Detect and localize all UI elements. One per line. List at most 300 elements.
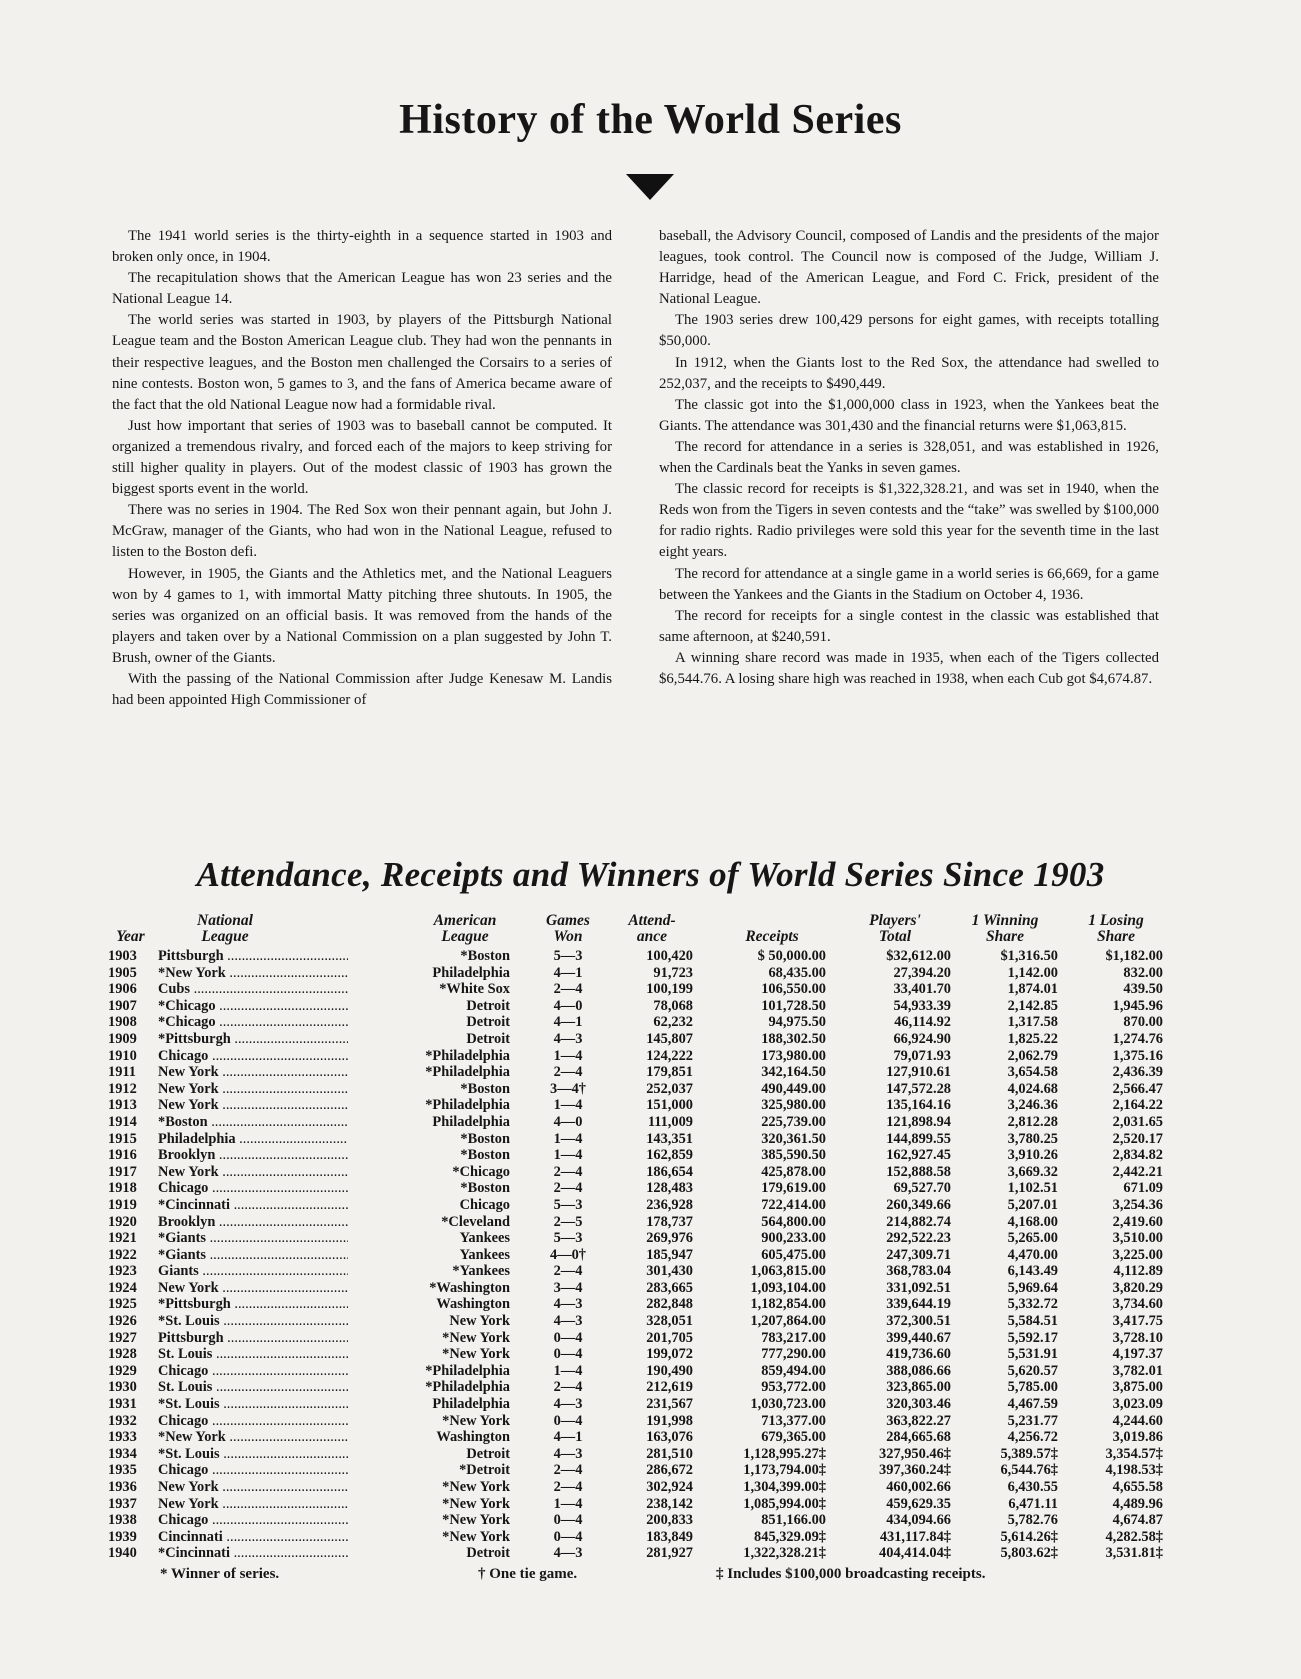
cell-players-total: 419,736.60 bbox=[886, 1346, 951, 1363]
cell-year: 1940 bbox=[108, 1545, 137, 1562]
cell-games-won: 1—4 bbox=[553, 1047, 583, 1064]
cell-attendance: 281,510 bbox=[646, 1445, 693, 1462]
cell-winning-share: 5,584.51 bbox=[1007, 1313, 1058, 1330]
cell-receipts: 1,030,723.00 bbox=[750, 1396, 826, 1413]
cell-players-total: 247,309.71 bbox=[886, 1246, 951, 1263]
cell-american-league: *Philadelphia bbox=[348, 1379, 510, 1396]
cell-american-league: Philadelphia bbox=[348, 965, 510, 982]
cell-attendance: 281,927 bbox=[646, 1545, 693, 1562]
table-row bbox=[108, 1529, 1188, 1546]
cell-games-won: 4—3 bbox=[553, 1396, 583, 1413]
header-line: American bbox=[433, 912, 497, 929]
cell-losing-share: 3,254.36 bbox=[1112, 1196, 1163, 1213]
cell-losing-share: 3,417.75 bbox=[1112, 1313, 1163, 1330]
cell-american-league: *Philadelphia bbox=[348, 1363, 510, 1380]
cell-losing-share: 3,510.00 bbox=[1112, 1230, 1163, 1247]
cell-american-league: Detroit bbox=[348, 998, 510, 1015]
cell-year: 1903 bbox=[108, 948, 137, 964]
table-row bbox=[108, 1296, 1188, 1313]
cell-winning-share: 6,544.76‡ bbox=[1000, 1462, 1058, 1479]
table-row bbox=[108, 1147, 1188, 1164]
cell-games-won: 1—4 bbox=[553, 1362, 583, 1379]
cell-national-league: Cubs ..... bbox=[158, 981, 388, 998]
cell-receipts: 845,329.09‡ bbox=[754, 1528, 826, 1545]
cell-receipts: 851,166.00 bbox=[761, 1512, 826, 1529]
cell-attendance: 179,851 bbox=[646, 1064, 693, 1081]
cell-year: 1918 bbox=[108, 1180, 137, 1197]
cell-national-league: *New York ..... bbox=[158, 965, 388, 982]
cell-year: 1933 bbox=[108, 1429, 137, 1446]
cell-losing-share: 3,023.09 bbox=[1112, 1396, 1163, 1413]
cell-national-league: *St. Louis ..... bbox=[158, 1446, 388, 1463]
table-row bbox=[108, 1479, 1188, 1496]
article-paragraph: With the passing of the National Commission after Judge Kenesaw M. Landis had been appointed High Commissioner of bbox=[112, 670, 612, 709]
table-row bbox=[108, 1064, 1188, 1081]
cell-winning-share: 3,780.25 bbox=[1007, 1130, 1058, 1147]
cell-receipts: 325,980.00 bbox=[761, 1097, 826, 1114]
cell-american-league: Detroit bbox=[348, 1545, 510, 1562]
cell-american-league: *New York bbox=[348, 1529, 510, 1546]
cell-players-total: 79,071.93 bbox=[893, 1047, 951, 1064]
cell-games-won: 2—4 bbox=[553, 1263, 583, 1280]
header-line: Total bbox=[878, 928, 912, 945]
cell-attendance: 163,076 bbox=[646, 1429, 693, 1446]
cell-games-won: 0—4 bbox=[553, 1512, 583, 1529]
cell-attendance: 236,928 bbox=[646, 1196, 693, 1213]
cell-losing-share: 2,164.22 bbox=[1112, 1097, 1163, 1114]
cell-year: 1919 bbox=[108, 1196, 137, 1213]
cell-national-league: New York ..... bbox=[158, 1164, 388, 1181]
cell-national-league: New York ..... bbox=[158, 1064, 388, 1081]
cell-american-league: *Philadelphia bbox=[348, 1097, 510, 1114]
cell-attendance: 328,051 bbox=[646, 1313, 693, 1330]
cell-winning-share: 1,102.51 bbox=[1007, 1180, 1058, 1197]
cell-players-total: 27,394.20 bbox=[893, 964, 951, 981]
cell-year: 1926 bbox=[108, 1313, 137, 1330]
cell-american-league: *Boston bbox=[348, 948, 510, 965]
cell-losing-share: 3,728.10 bbox=[1112, 1329, 1163, 1346]
cell-attendance: 128,483 bbox=[646, 1180, 693, 1197]
cell-american-league: *New York bbox=[348, 1346, 510, 1363]
cell-receipts: 1,173,794.00‡ bbox=[743, 1462, 826, 1479]
cell-players-total: 127,910.61 bbox=[886, 1064, 951, 1081]
cell-players-total: 260,349.66 bbox=[886, 1196, 951, 1213]
cell-american-league: *New York bbox=[348, 1496, 510, 1513]
cell-receipts: 490,449.00 bbox=[761, 1080, 826, 1097]
cell-attendance: 100,420 bbox=[646, 948, 693, 964]
cell-year: 1938 bbox=[108, 1512, 137, 1529]
cell-losing-share: 1,945.96 bbox=[1112, 997, 1163, 1014]
header-line: League bbox=[441, 928, 489, 945]
cell-national-league: New York ..... bbox=[158, 1081, 388, 1098]
cell-national-league: *Cincinnati ..... bbox=[158, 1197, 388, 1214]
cell-american-league: Yankees bbox=[348, 1247, 510, 1264]
cell-receipts: 605,475.00 bbox=[761, 1246, 826, 1263]
cell-losing-share: 4,198.53‡ bbox=[1105, 1462, 1163, 1479]
cell-players-total: 214,882.74 bbox=[886, 1213, 951, 1230]
header-line: ance bbox=[636, 928, 668, 945]
header-line: Share bbox=[1097, 928, 1135, 945]
cell-games-won: 4—3 bbox=[553, 1296, 583, 1313]
cell-games-won: 1—4 bbox=[553, 1147, 583, 1164]
table-title: Attendance, Receipts and Winners of World Series Since 1903 bbox=[196, 855, 1105, 894]
article-paragraph: There was no series in 1904. The Red Sox won their pennant again, but John J. McGraw, manager of the Giants, who had won in the National League, refused to listen to the Boston defi. bbox=[112, 502, 612, 561]
table-row bbox=[108, 1396, 1188, 1413]
table-row bbox=[108, 1230, 1188, 1247]
cell-year: 1917 bbox=[108, 1163, 137, 1180]
cell-national-league: St. Louis ..... bbox=[158, 1346, 388, 1363]
cell-players-total: 431,117.84‡ bbox=[879, 1528, 951, 1545]
cell-winning-share: 5,332.72 bbox=[1007, 1296, 1058, 1313]
cell-american-league: *White Sox bbox=[348, 981, 510, 998]
cell-american-league: *New York bbox=[348, 1479, 510, 1496]
cell-american-league: *Philadelphia bbox=[348, 1048, 510, 1065]
cell-national-league: Giants ..... bbox=[158, 1263, 388, 1280]
cell-players-total: 69,527.70 bbox=[893, 1180, 951, 1197]
cell-losing-share: 4,112.89 bbox=[1113, 1263, 1163, 1280]
table-row bbox=[108, 1346, 1188, 1363]
cell-year: 1929 bbox=[108, 1362, 137, 1379]
cell-players-total: 404,414.04‡ bbox=[879, 1545, 951, 1562]
table-row bbox=[108, 965, 1188, 982]
cell-receipts: 1,128,995.27‡ bbox=[743, 1445, 826, 1462]
cell-receipts: 385,590.50 bbox=[761, 1147, 826, 1164]
cell-losing-share: 2,419.60 bbox=[1112, 1213, 1163, 1230]
cell-games-won: 0—4 bbox=[553, 1528, 583, 1545]
cell-players-total: 54,933.39 bbox=[893, 997, 951, 1014]
cell-receipts: $ 50,000.00 bbox=[757, 948, 826, 964]
cell-winning-share: 5,389.57‡ bbox=[1000, 1445, 1058, 1462]
cell-receipts: 425,878.00 bbox=[761, 1163, 826, 1180]
cell-players-total: 372,300.51 bbox=[886, 1313, 951, 1330]
cell-attendance: 124,222 bbox=[646, 1047, 693, 1064]
cell-attendance: 190,490 bbox=[646, 1362, 693, 1379]
cell-national-league: Chicago ..... bbox=[158, 1363, 388, 1380]
table-row bbox=[108, 1247, 1188, 1264]
cell-winning-share: 4,467.59 bbox=[1007, 1396, 1058, 1413]
table-row bbox=[108, 1280, 1188, 1297]
cell-year: 1913 bbox=[108, 1097, 137, 1114]
cell-attendance: 252,037 bbox=[646, 1080, 693, 1097]
cell-attendance: 78,068 bbox=[653, 997, 693, 1014]
header-line: League bbox=[201, 928, 249, 945]
cell-receipts: 900,233.00 bbox=[761, 1230, 826, 1247]
header-line: Won bbox=[553, 928, 583, 945]
cell-games-won: 4—3 bbox=[553, 1545, 583, 1562]
cell-year: 1905 bbox=[108, 964, 137, 981]
cell-winning-share: 3,910.26 bbox=[1007, 1147, 1058, 1164]
cell-year: 1908 bbox=[108, 1014, 137, 1031]
cell-receipts: 320,361.50 bbox=[761, 1130, 826, 1147]
cell-american-league: Detroit bbox=[348, 1031, 510, 1048]
cell-year: 1912 bbox=[108, 1080, 137, 1097]
cell-receipts: 173,980.00 bbox=[761, 1047, 826, 1064]
cell-receipts: 94,975.50 bbox=[768, 1014, 826, 1031]
cell-winning-share: 1,874.01 bbox=[1007, 981, 1058, 998]
cell-receipts: 188,302.50 bbox=[761, 1030, 826, 1047]
cell-losing-share: 3,782.01 bbox=[1112, 1362, 1163, 1379]
cell-american-league: Detroit bbox=[348, 1014, 510, 1031]
header-line: Share bbox=[986, 928, 1024, 945]
cell-attendance: 143,351 bbox=[646, 1130, 693, 1147]
table-row bbox=[108, 1512, 1188, 1529]
cell-attendance: 191,998 bbox=[646, 1412, 693, 1429]
cell-players-total: 459,629.35 bbox=[886, 1495, 951, 1512]
article-paragraph: The 1941 world series is the thirty-eighth in a sequence started in 1903 and broken only once, in 1904. bbox=[112, 228, 612, 266]
cell-attendance: 302,924 bbox=[646, 1479, 693, 1495]
cell-year: 1937 bbox=[108, 1495, 137, 1512]
cell-losing-share: 4,244.60 bbox=[1112, 1412, 1163, 1429]
cell-american-league: Yankees bbox=[348, 1230, 510, 1247]
cell-losing-share: 2,566.47 bbox=[1112, 1080, 1163, 1097]
cell-games-won: 2—4 bbox=[553, 1379, 583, 1396]
cell-winning-share: 1,317.58 bbox=[1007, 1014, 1058, 1031]
cell-games-won: 2—5 bbox=[553, 1213, 583, 1230]
cell-american-league: Washington bbox=[348, 1429, 510, 1446]
cell-games-won: 5—3 bbox=[553, 1196, 583, 1213]
cell-winning-share: 5,803.62‡ bbox=[1000, 1545, 1058, 1562]
table-row bbox=[108, 1429, 1188, 1446]
cell-receipts: 777,290.00 bbox=[761, 1346, 826, 1363]
table-row bbox=[108, 1031, 1188, 1048]
cell-players-total: 399,440.67 bbox=[886, 1329, 951, 1346]
cell-year: 1934 bbox=[108, 1445, 137, 1462]
cell-winning-share: 6,471.11 bbox=[1008, 1495, 1058, 1512]
cell-games-won: 2—4 bbox=[553, 1462, 583, 1479]
cell-attendance: 200,833 bbox=[646, 1512, 693, 1529]
cell-losing-share: 2,442.21 bbox=[1112, 1163, 1163, 1180]
cell-national-league: *Giants ..... bbox=[158, 1247, 388, 1264]
cell-games-won: 4—0† bbox=[550, 1246, 586, 1263]
cell-year: 1925 bbox=[108, 1296, 137, 1313]
cell-attendance: 178,737 bbox=[646, 1213, 693, 1230]
cell-games-won: 4—3 bbox=[553, 1445, 583, 1462]
cell-american-league: *Boston bbox=[348, 1131, 510, 1148]
cell-players-total: 323,865.00 bbox=[886, 1379, 951, 1396]
cell-attendance: 269,976 bbox=[646, 1230, 693, 1247]
cell-national-league: *Pittsburgh ..... bbox=[158, 1031, 388, 1048]
cell-games-won: 4—1 bbox=[553, 1014, 583, 1031]
cell-winning-share: 5,620.57 bbox=[1007, 1362, 1058, 1379]
cell-losing-share: $1,182.00 bbox=[1105, 948, 1163, 964]
cell-winning-share: 4,168.00 bbox=[1007, 1213, 1058, 1230]
cell-games-won: 5—3 bbox=[553, 1230, 583, 1247]
cell-games-won: 2—4 bbox=[553, 981, 583, 998]
cell-players-total: 162,927.45 bbox=[886, 1147, 951, 1164]
article-paragraph: However, in 1905, the Giants and the Athletics met, and the National Leaguers won by 4 games to 1, with immortal Matty pitching three shutouts. In 1905, the series was organized on an official basis. It was removed from the hands of the players and taken over by a National Commission on a plan suggested by John T. Brush, owner of the Giants. bbox=[112, 565, 612, 666]
cell-year: 1931 bbox=[108, 1396, 137, 1413]
header-line: Players' bbox=[869, 912, 921, 929]
cell-national-league: Chicago ..... bbox=[158, 1180, 388, 1197]
cell-losing-share: 3,734.60 bbox=[1112, 1296, 1163, 1313]
cell-national-league: Chicago ..... bbox=[158, 1048, 388, 1065]
article-paragraph: Just how important that series of 1903 was to baseball cannot be computed. It organized a tremendous rivalry, and forced each of the majors to keep striving for still higher quality in players. Out of the modest classic of 1903 has grown the biggest sports event in the world. bbox=[112, 417, 612, 498]
cell-winning-share: 5,782.76 bbox=[1007, 1512, 1058, 1529]
cell-national-league: *Pittsburgh ..... bbox=[158, 1296, 388, 1313]
cell-american-league: *Boston bbox=[348, 1180, 510, 1197]
footnote-tie: † One tie game. bbox=[478, 1566, 578, 1582]
cell-year: 1911 bbox=[108, 1064, 136, 1081]
article-paragraph: The world series was started in 1903, by players of the Pittsburgh National League team and the Boston American League club. They had won the pennants in their respective leagues, and the Boston men challenged the Corsairs to a series of nine contests. Boston won, 5 games to 3, and the fans of America became aware of the fact that the old National League now had a formidable rival. bbox=[112, 312, 612, 413]
cell-receipts: 106,550.00 bbox=[761, 981, 826, 998]
table-row bbox=[108, 981, 1188, 998]
cell-winning-share: 6,143.49 bbox=[1007, 1263, 1058, 1280]
cell-national-league: New York ..... bbox=[158, 1496, 388, 1513]
cell-receipts: 1,304,399.00‡ bbox=[743, 1479, 826, 1495]
cell-year: 1927 bbox=[108, 1329, 137, 1346]
article-paragraph: The record for attendance at a single game in a world series is 66,669, for a game between the Yankees and the Giants in the Stadium on October 4, 1936. bbox=[659, 565, 1159, 603]
cell-winning-share: 4,024.68 bbox=[1007, 1080, 1058, 1097]
article-paragraph: baseball, the Advisory Council, composed of Landis and the presidents of the major leagues, took control. The Council now is composed of the Judge, William J. Harridge, head of the American League, and Ford C. Frick, president of the National League. bbox=[659, 228, 1159, 308]
cell-year: 1910 bbox=[108, 1047, 137, 1064]
cell-players-total: 363,822.27 bbox=[886, 1412, 951, 1429]
cell-players-total: 397,360.24‡ bbox=[879, 1462, 951, 1479]
cell-games-won: 0—4 bbox=[553, 1346, 583, 1363]
cell-winning-share: 2,812.28 bbox=[1007, 1113, 1058, 1130]
cell-national-league: *Giants ..... bbox=[158, 1230, 388, 1247]
cell-national-league: Chicago ..... bbox=[158, 1512, 388, 1529]
cell-year: 1922 bbox=[108, 1246, 137, 1263]
cell-losing-share: 4,282.58‡ bbox=[1105, 1528, 1163, 1545]
header-line: National bbox=[197, 912, 253, 929]
cell-american-league: *Chicago bbox=[348, 1164, 510, 1181]
cell-national-league: Cincinnati ..... bbox=[158, 1529, 388, 1546]
table-row bbox=[108, 1164, 1188, 1181]
cell-receipts: 679,365.00 bbox=[761, 1429, 826, 1446]
table-row bbox=[108, 1462, 1188, 1479]
cell-games-won: 4—1 bbox=[553, 1429, 583, 1446]
cell-year: 1916 bbox=[108, 1147, 137, 1164]
cell-year: 1930 bbox=[108, 1379, 137, 1396]
cell-games-won: 5—3 bbox=[553, 948, 583, 964]
cell-players-total: 339,644.19 bbox=[886, 1296, 951, 1313]
cell-winning-share: 5,207.01 bbox=[1007, 1196, 1058, 1213]
cell-losing-share: 832.00 bbox=[1123, 964, 1163, 981]
cell-year: 1921 bbox=[108, 1230, 137, 1247]
cell-attendance: 286,672 bbox=[646, 1462, 693, 1479]
table-row bbox=[108, 1014, 1188, 1031]
cell-national-league: *Chicago ..... bbox=[158, 1014, 388, 1031]
cell-winning-share: 3,246.36 bbox=[1007, 1097, 1058, 1114]
cell-players-total: 121,898.94 bbox=[886, 1113, 951, 1130]
cell-losing-share: 2,436.39 bbox=[1112, 1064, 1163, 1081]
cell-national-league: New York ..... bbox=[158, 1280, 388, 1297]
cell-winning-share: 5,785.00 bbox=[1007, 1379, 1058, 1396]
table-row bbox=[108, 948, 1188, 965]
cell-winning-share: 3,669.32 bbox=[1007, 1163, 1058, 1180]
cell-receipts: 179,619.00 bbox=[761, 1180, 826, 1197]
table-row bbox=[108, 1131, 1188, 1148]
cell-winning-share: 5,969.64 bbox=[1007, 1279, 1058, 1296]
cell-national-league: Brooklyn ..... bbox=[158, 1147, 388, 1164]
article-paragraph: The classic got into the $1,000,000 class in 1923, when the Yankees beat the Giants. The attendance was 301,430 and the financial returns were $1,063,815. bbox=[659, 396, 1159, 434]
cell-attendance: 183,849 bbox=[646, 1528, 693, 1545]
cell-games-won: 2—4 bbox=[553, 1163, 583, 1180]
cell-year: 1920 bbox=[108, 1213, 137, 1230]
cell-games-won: 3—4† bbox=[550, 1080, 586, 1097]
header-year: Year bbox=[116, 928, 145, 945]
cell-losing-share: 3,531.81‡ bbox=[1105, 1545, 1163, 1562]
table-row bbox=[108, 1214, 1188, 1231]
cell-players-total: 33,401.70 bbox=[893, 981, 951, 998]
cell-games-won: 4—0 bbox=[553, 997, 583, 1014]
header-winning-share bbox=[955, 913, 1055, 945]
cell-attendance: 283,665 bbox=[646, 1279, 693, 1296]
cell-receipts: 713,377.00 bbox=[761, 1412, 826, 1429]
header-receipts: Receipts bbox=[745, 928, 799, 945]
cell-receipts: 1,085,994.00‡ bbox=[743, 1495, 826, 1512]
cell-winning-share: 5,592.17 bbox=[1007, 1329, 1058, 1346]
cell-losing-share: 1,375.16 bbox=[1112, 1047, 1163, 1064]
cell-attendance: 199,072 bbox=[646, 1346, 693, 1363]
cell-attendance: 282,848 bbox=[646, 1296, 693, 1313]
cell-losing-share: 4,197.37 bbox=[1112, 1346, 1163, 1363]
cell-american-league: Chicago bbox=[348, 1197, 510, 1214]
cell-games-won: 4—3 bbox=[553, 1030, 583, 1047]
cell-losing-share: 439.50 bbox=[1123, 981, 1163, 998]
cell-year: 1923 bbox=[108, 1263, 137, 1280]
cell-games-won: 3—4 bbox=[553, 1279, 583, 1296]
table-row bbox=[108, 1197, 1188, 1214]
cell-losing-share: 2,031.65 bbox=[1112, 1113, 1163, 1130]
article-right-column bbox=[659, 226, 1159, 690]
cell-attendance: 62,232 bbox=[653, 1014, 693, 1031]
cell-players-total: 434,094.66 bbox=[886, 1512, 951, 1529]
cell-receipts: 1,207,864.00 bbox=[750, 1313, 826, 1330]
cell-american-league: *Boston bbox=[348, 1081, 510, 1098]
cell-losing-share: 2,834.82 bbox=[1112, 1147, 1163, 1164]
cell-national-league: New York ..... bbox=[158, 1479, 388, 1496]
cell-players-total: 460,002.66 bbox=[886, 1479, 951, 1495]
cell-games-won: 2—4 bbox=[553, 1064, 583, 1081]
header-line: 1 Winning bbox=[971, 912, 1039, 929]
article-paragraph: A winning share record was made in 1935, when each of the Tigers collected $6,544.76. A losing share high was reached in 1938, when each Cub got $4,674.87. bbox=[659, 649, 1159, 687]
header-losing-share bbox=[1066, 913, 1166, 945]
cell-winning-share: 2,142.85 bbox=[1007, 997, 1058, 1014]
cell-american-league: *New York bbox=[348, 1413, 510, 1430]
cell-year: 1935 bbox=[108, 1462, 137, 1479]
cell-losing-share: 3,019.86 bbox=[1112, 1429, 1163, 1446]
cell-losing-share: 870.00 bbox=[1123, 1014, 1163, 1031]
cell-winning-share: 4,470.00 bbox=[1007, 1246, 1058, 1263]
cell-players-total: 327,950.46‡ bbox=[879, 1445, 951, 1462]
world-series-table bbox=[108, 948, 1188, 1562]
cell-national-league: *Chicago ..... bbox=[158, 998, 388, 1015]
cell-national-league: Philadelphia ..... bbox=[158, 1131, 388, 1148]
cell-attendance: 111,009 bbox=[647, 1113, 693, 1130]
cell-receipts: 953,772.00 bbox=[761, 1379, 826, 1396]
cell-players-total: 152,888.58 bbox=[886, 1163, 951, 1180]
cell-players-total: 320,303.46 bbox=[886, 1396, 951, 1413]
header-attendance bbox=[612, 913, 692, 945]
cell-receipts: 342,164.50 bbox=[761, 1064, 826, 1081]
cell-receipts: 1,063,815.00 bbox=[750, 1263, 826, 1280]
cell-year: 1907 bbox=[108, 997, 137, 1014]
cell-winning-share: 6,430.55 bbox=[1007, 1479, 1058, 1495]
article-left-column bbox=[112, 226, 612, 711]
cell-receipts: 859,494.00 bbox=[761, 1362, 826, 1379]
footnote-winner: * Winner of series. bbox=[160, 1566, 280, 1582]
table-row bbox=[108, 1379, 1188, 1396]
cell-players-total: 368,783.04 bbox=[886, 1263, 951, 1280]
cell-receipts: 783,217.00 bbox=[761, 1329, 826, 1346]
cell-winning-share: 5,231.77 bbox=[1007, 1412, 1058, 1429]
cell-american-league: Washington bbox=[348, 1296, 510, 1313]
table-row bbox=[108, 1097, 1188, 1114]
table-row bbox=[108, 1363, 1188, 1380]
cell-attendance: 212,619 bbox=[646, 1379, 693, 1396]
header-games-won bbox=[538, 913, 598, 945]
